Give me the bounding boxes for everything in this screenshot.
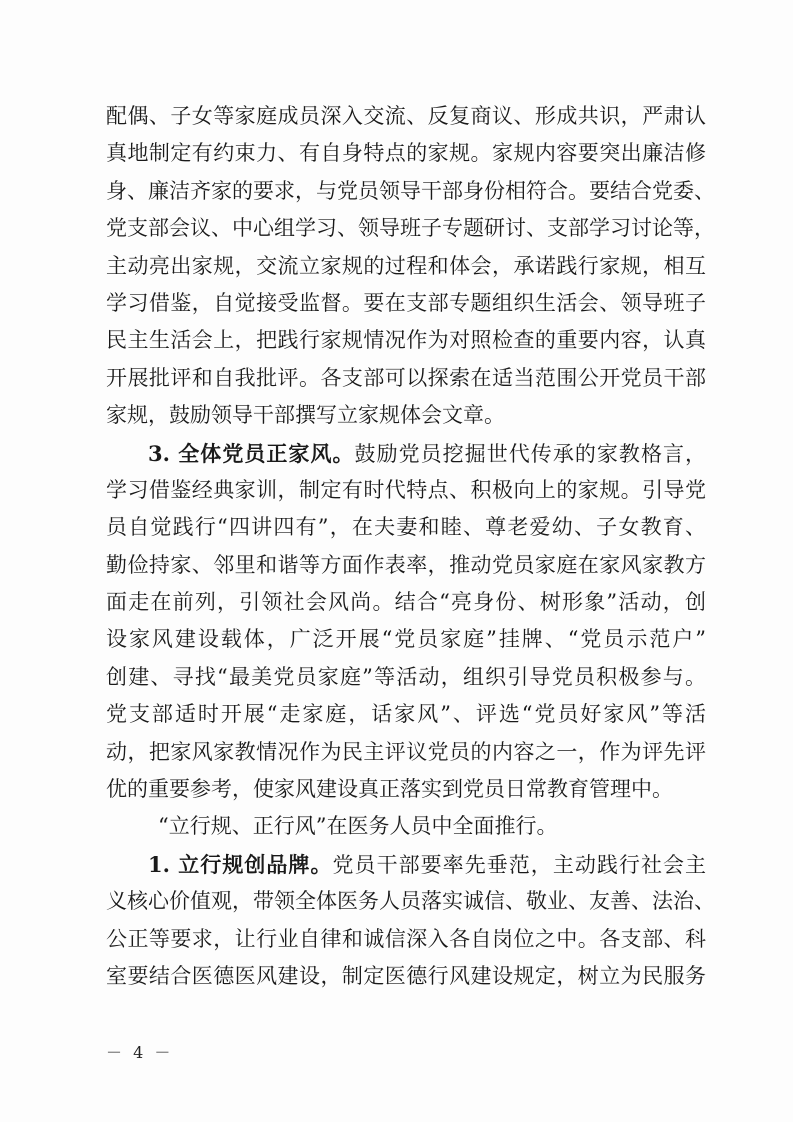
text-line: 动，把家风家教情况作为民主评议党员的内容之一，作为评先评: [106, 739, 706, 764]
text-line: 党支部适时开展“走家庭，话家风”、评选“党员好家风”等活: [106, 702, 706, 727]
text-span: 党员干部要率先垂范，主动践行社会主: [332, 852, 707, 877]
text-line: 家规，鼓励领导干部撰写立家规体会文章。: [106, 403, 505, 428]
section-heading: 1. 立行规创品牌。: [148, 851, 333, 877]
paragraph-industry-brand: [106, 846, 715, 996]
text-line: 学习借鉴，自觉接受监督。要在支部专题组织生活会、领导班子: [106, 290, 706, 315]
page-number: － 4 －: [106, 1043, 174, 1062]
section-heading: 3. 全体党员正家风。: [148, 440, 355, 466]
text-line: 主动亮出家规，交流立家规的过程和体会，承诺践行家规，相互: [106, 253, 706, 278]
paragraph-industry-rules-intro: [106, 808, 706, 845]
text-line: 勤俭持家、邻里和谐等方面作表率，推动党员家庭在家风家教方: [106, 552, 706, 577]
text-line: 公正等要求，让行业自律和诚信深入各自岗位之中。各支部、科: [106, 926, 706, 951]
text-line: 学习借鉴经典家训，制定有时代特点、积极向上的家规。引导党: [106, 477, 706, 502]
paragraph-family-rules: [106, 98, 715, 435]
text-line: 优的重要参考，使家风建设真正落实到党员日常教育管理中。: [106, 777, 673, 802]
text-line: [106, 846, 706, 883]
text-line: 创建、寻找“最美党员家庭”等活动，组织引导党员积极参与。: [106, 664, 706, 689]
text-line: 设家风建设载体，广泛开展“党员家庭”挂牌、“党员示范户”: [106, 627, 706, 652]
text-line: 义核心价值观，带领全体医务人员落实诚信、敬业、友善、法治、: [106, 889, 715, 914]
text-line: 开展批评和自我批评。各支部可以探索在适当范围公开党员干部: [106, 365, 706, 390]
text-line: “立行规、正行风”在医务人员中全面推行。: [158, 814, 558, 839]
text-line: 党支部会议、中心组学习、领导班子专题研讨、支部学习讨论等，: [106, 216, 715, 241]
paragraph-party-family-style: [106, 435, 706, 809]
text-line: 面走在前列，引领社会风尚。结合“亮身份、树形象”活动，创: [106, 590, 706, 615]
text-line: 真地制定有约束力、有自身特点的家规。家规内容要突出廉洁修: [106, 141, 706, 166]
text-line: 员自觉践行“四讲四有”，在夫妻和睦、尊老爱幼、子女教育、: [106, 515, 706, 540]
document-body: [106, 98, 715, 995]
text-span: 鼓励党员挖掘世代传承的家教格言，: [354, 441, 707, 466]
text-line: 身、廉洁齐家的要求，与党员领导干部身份相符合。要结合党委、: [106, 178, 715, 203]
text-line: 配偶、子女等家庭成员深入交流、反复商议、形成共识，严肃认: [106, 104, 706, 128]
text-line: [106, 435, 706, 472]
text-line: 民主生活会上，把践行家规情况作为对照检查的重要内容，认真: [106, 328, 706, 353]
text-line: 室要结合医德医风建设，制定医德行风建设规定，树立为民服务: [106, 963, 706, 988]
